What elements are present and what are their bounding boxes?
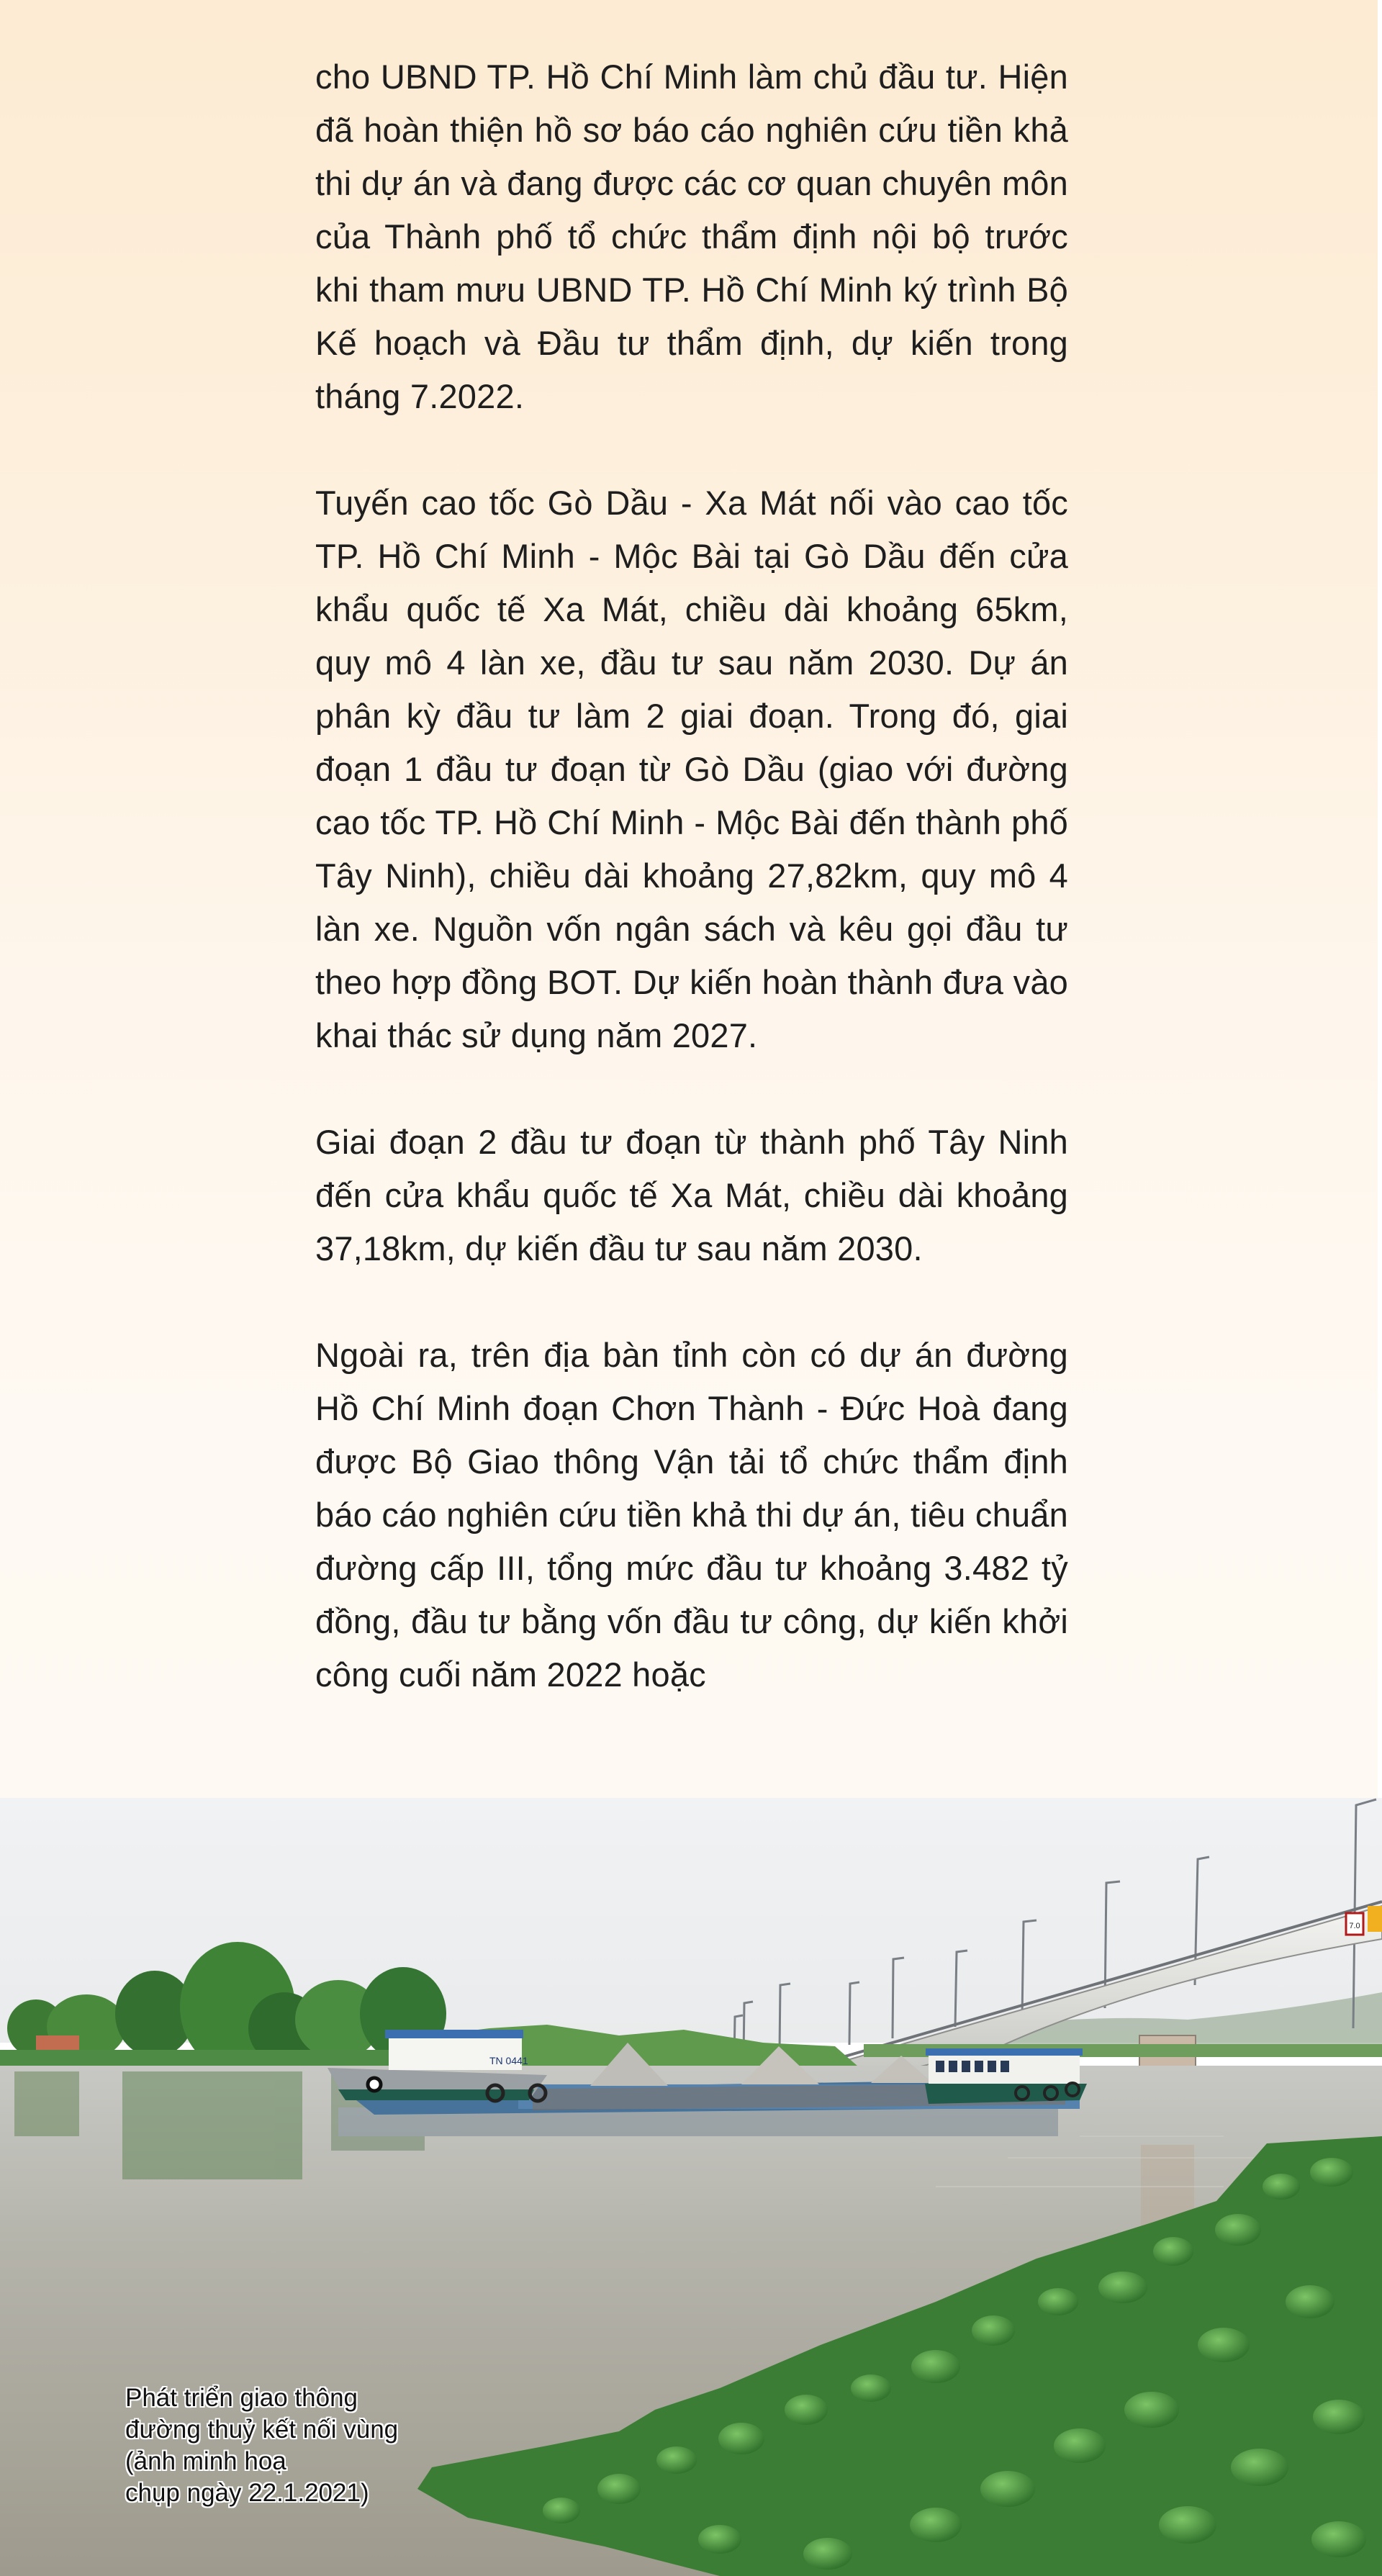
bridge-warning-panel bbox=[1368, 1906, 1382, 1932]
tug-bow-eye bbox=[368, 2078, 381, 2091]
paragraph-go-dau-xa-mat-expressway: Tuyến cao tốc Gò Dầu - Xa Mát nối vào cao tốc TP. Hồ Chí Minh - Mộc Bài tại Gò Dầu đến cửa khẩu quốc tế Xa Mát, chiều dài khoảng 65km, quy mô 4 làn xe, đầu tư sau năm 2030. Dự án phân kỳ đầu tư làm 2 giai đoạn. Trong đó, giai đoạn 1 đầu tư đoạn từ Gò Dầu (giao với đường cao tốc TP. Hồ Chí Minh - Mộc Bài đến thành phố Tây Ninh), chiều dài khoảng 27,82km, quy mô 4 làn xe. Nguồn vốn ngân sách và kêu gọi đầu tư theo hợp đồng BOT. Dự kiến hoàn thành đưa vào khai thác sử dụng năm 2027. bbox=[315, 484, 1068, 1054]
svg-text:7.0: 7.0 bbox=[1349, 1922, 1360, 1930]
caption-line: chụp ngày 22.1.2021) bbox=[125, 2479, 369, 2507]
paragraph-phase-2: Giai đoạn 2 đầu tư đoạn từ thành phố Tây Ninh đến cửa khẩu quốc tế Xa Mát, chiều dài khoảng 37,18km, dự kiến đầu tư sau năm 2030. bbox=[315, 1123, 1068, 1267]
paragraph-ho-chi-minh-road: Ngoài ra, trên địa bàn tỉnh còn có dự án đường Hồ Chí Minh đoạn Chơn Thành - Đức Hoà đang được Bộ Giao thông Vận tải tổ chức thẩm định báo cáo nghiên cứu tiền khả thi dự án, tiêu chuẩn đường cấp III, tổng mức đầu tư khoảng 3.482 tỷ đồng, đầu tư bằng vốn đầu tư công, dự kiến khởi công cuối năm 2022 hoặc bbox=[315, 1336, 1068, 1694]
svg-text:TN 0441: TN 0441 bbox=[489, 2055, 528, 2066]
riverbank-house bbox=[36, 2035, 79, 2050]
caption-line: Phát triển giao thông bbox=[125, 2384, 358, 2412]
photo-caption bbox=[125, 2382, 456, 2509]
article-body bbox=[315, 50, 1068, 1755]
caption-line: (ảnh minh hoạ bbox=[125, 2447, 286, 2475]
pusher-roof bbox=[926, 2048, 1083, 2056]
paragraph-investor-status: cho UBND TP. Hồ Chí Minh làm chủ đầu tư. Hiện đã hoàn thiện hồ sơ báo cáo nghiên cứu tiền khả thi dự án và đang được các cơ quan chuyên môn của Thành phố tổ chức thẩm định nội bộ trước khi tham mưu UBND TP. Hồ Chí Minh ký trình Bộ Kế hoạch và Đầu tư thẩm định, dự kiến trong tháng 7.2022. bbox=[315, 58, 1068, 415]
tug-roof bbox=[385, 2030, 523, 2038]
caption-line: đường thuỷ kết nối vùng bbox=[125, 2415, 399, 2444]
